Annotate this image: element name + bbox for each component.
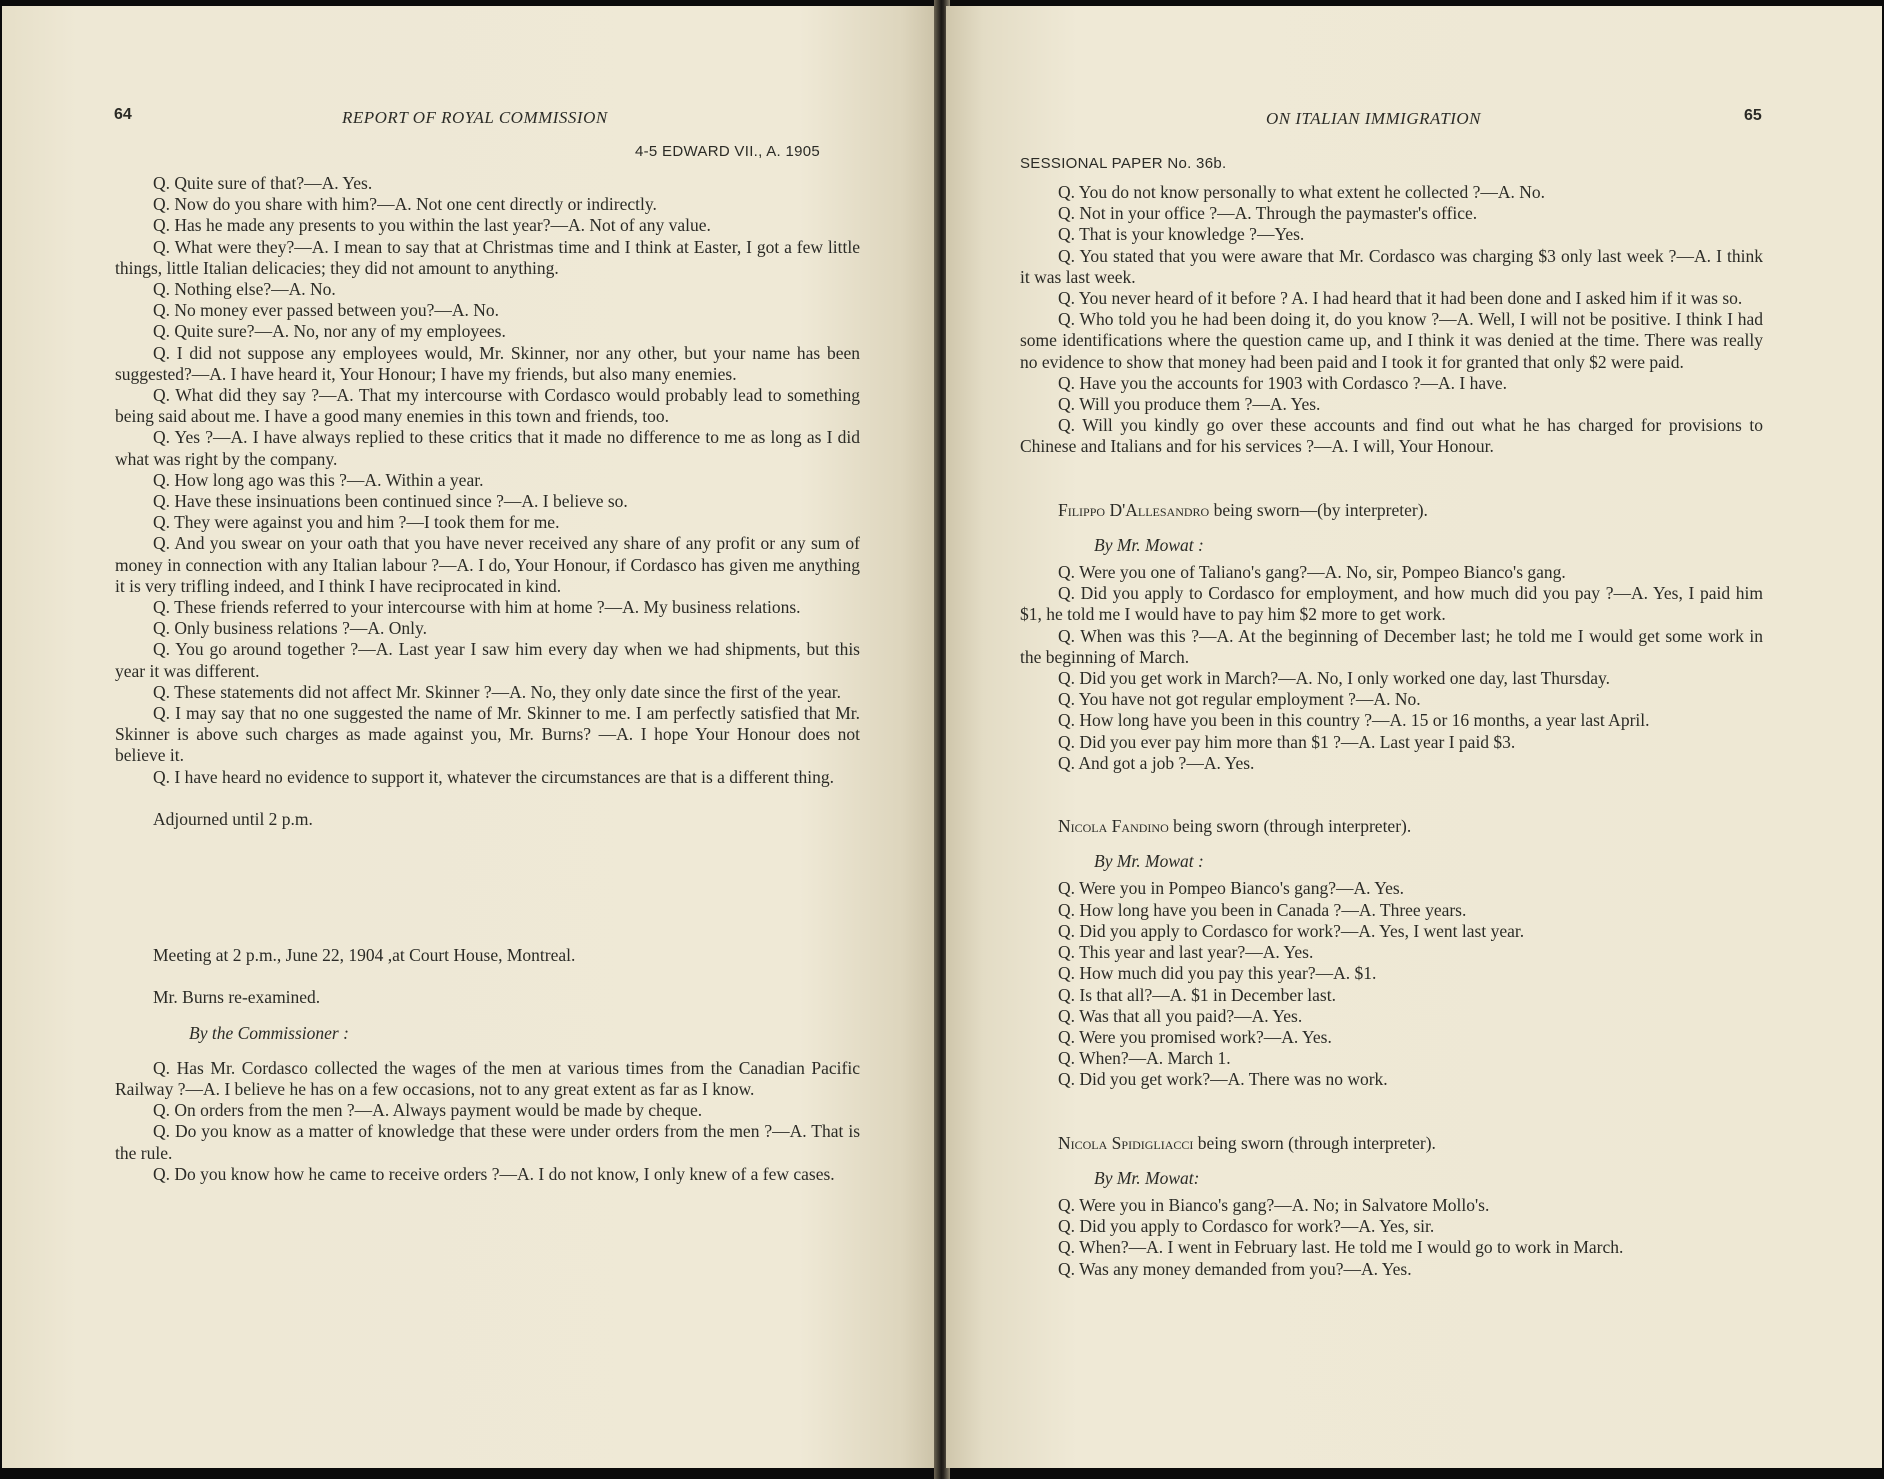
qa-paragraph: Q. Has he made any presents to you within the last year?—A. Not of any value. [153,215,711,236]
qa-paragraph: Q. And you swear on your oath that you have never received any share of any profit or any sum of money in connection with any Italian labour ?—A. I do, Your Honour, if Cordasco has given me anything it is very trifling indeed, and I think I have reciprocated in kind. [115,533,860,596]
reexamined-line: Mr. Burns re-examined. [153,987,321,1008]
by-mowat-1: By Mr. Mowat : [1094,534,1204,555]
qa-paragraph: Q. You stated that you were aware that Mr. Cordasco was charging $3 only last week ?—A. I think it was last week. [1020,245,1763,287]
qa-paragraph: Q. I did not suppose any employees would, Mr. Skinner, nor any other, but your name has been suggested?—A. I have heard it, Your Honour; I have my friends, but also many enemies. [115,342,860,384]
by-mowat-2: By Mr. Mowat : [1094,851,1204,872]
right-testimony-block-3 [1020,878,1763,1090]
right-testimony-block-1 [1020,182,1763,458]
qa-paragraph: Q. Only business relations ?—A. Only. [153,618,427,639]
qa-paragraph: Q. Will you produce them ?—A. Yes. [1058,394,1321,415]
qa-paragraph: Q. Quite sure?—A. No, nor any of my employees. [153,321,506,342]
qa-paragraph: Q. You go around together ?—A. Last year I saw him every day when we had shipments, but this year it was different. [115,639,860,681]
running-head: REPORT OF ROYAL COMMISSION [342,108,608,127]
witness-heading-3 [1020,1133,1763,1154]
qa-paragraph: Q. Not in your office ?—A. Through the paymaster's office. [1058,203,1478,224]
qa-paragraph: Q. Were you in Pompeo Bianco's gang?—A. Yes. [1058,878,1405,899]
qa-paragraph: Q. Yes ?—A. I have always replied to these critics that it made no difference to me as long as I did what was right by the company. [115,427,860,469]
qa-paragraph: Q. No money ever passed between you?—A. No. [153,300,500,321]
qa-paragraph: Q. You do not know personally to what extent he collected ?—A. No. [1058,182,1546,202]
by-mowat-3: By Mr. Mowat: [1094,1167,1200,1188]
qa-paragraph: Q. When?—A. March 1. [1058,1048,1231,1069]
qa-paragraph: Q. I have heard no evidence to support it, whatever the circumstances are that is a different thing. [153,766,834,787]
qa-paragraph: Q. And got a job ?—A. Yes. [1058,752,1255,773]
qa-paragraph: Q. These friends referred to your intercourse with him at home ?—A. My business relations. [153,597,801,618]
qa-paragraph: Q. This year and last year?—A. Yes. [1058,942,1314,963]
qa-paragraph: Q. When was this ?—A. At the beginning of December last; he told me I would get some work in the beginning of March. [1020,625,1763,667]
qa-paragraph: Q. Did you get work in March?—A. No, I only worked one day, last Thursday. [1058,668,1610,689]
left-testimony-block-2 [115,1058,860,1185]
qa-paragraph: Q. Who told you he had been doing it, do you know ?—A. Well, I will not be positive. I think I had some identifications where the question came up, and I think it was denied at the time. There was really no evidence to show that money had been paid and I took it for granted that only $2 were paid. [1020,309,1763,372]
right-text-body [1020,182,1763,1280]
meeting-line: Meeting at 2 p.m., June 22, 1904 ,at Court House, Montreal. [153,945,576,966]
qa-paragraph: Q. Did you ever pay him more than $1 ?—A. Last year I paid $3. [1058,731,1516,752]
by-commissioner: By the Commissioner : [189,1022,349,1043]
witness-name: Nicola Spidigliacci [1058,1132,1194,1153]
qa-paragraph: Q. What were they?—A. I mean to say that at Christmas time and I think at Easter, I got a few little things, little Italian delicacies; they did not amount to anything. [115,236,860,278]
qa-paragraph: Q. How long have you been in Canada ?—A. Three years. [1058,899,1467,920]
witness-heading-2 [1020,816,1763,837]
qa-paragraph: Q. Quite sure of that?—A. Yes. [153,173,373,193]
witness-heading-1 [1020,500,1763,521]
qa-paragraph: Q. How long have you been in this country ?—A. 15 or 16 months, a year last April. [1058,710,1650,731]
session-line: 4-5 EDWARD VII., A. 1905 [635,143,821,160]
qa-paragraph: Q. You never heard of it before ? A. I had heard that it had been done and I asked him if it was so. [1058,288,1743,309]
qa-paragraph: Q. Was any money demanded from you?—A. Yes. [1058,1258,1412,1279]
qa-paragraph: Q. How long ago was this ?—A. Within a year. [153,469,484,490]
witness-sworn-text: being sworn (through interpreter). [1193,1132,1436,1153]
right-page [946,6,1882,1468]
qa-paragraph: Q. Did you apply to Cordasco for work?—A. Yes, I went last year. [1058,920,1525,941]
qa-paragraph: Q. These statements did not affect Mr. Skinner ?—A. No, they only date since the first of the year. [153,681,842,702]
witness-name: Nicola Fandino [1058,816,1169,837]
adjourned-line: Adjourned until 2 p.m. [153,808,313,829]
witness-name: Filippo D'Allesandro [1058,499,1210,520]
qa-paragraph: Q. They were against you and him ?—I took them for me. [153,512,560,533]
qa-paragraph: Q. Nothing else?—A. No. [153,279,336,300]
qa-paragraph: Q. Were you one of Taliano's gang?—A. No, sir, Pompeo Bianco's gang. [1058,562,1566,583]
qa-paragraph: Q. Has Mr. Cordasco collected the wages of the men at various times from the Canadian Pacific Railway ?—A. I believe he has on a few occasions, not to any great extent as far as I know. [115,1057,860,1099]
qa-paragraph: Q. Will you kindly go over these accounts and find out what he has charged for provisions to Chinese and Italians and for his services ?—A. I will, Your Honour. [1020,415,1763,457]
qa-paragraph: Q. How much did you pay this year?—A. $1. [1058,963,1377,984]
left-testimony-block-1 [115,173,860,788]
qa-paragraph: Q. Did you apply to Cordasco for work?—A. Yes, sir. [1058,1216,1435,1237]
qa-paragraph: Q. What did they say ?—A. That my intercourse with Cordasco would probably lead to something being said about me. I have a good many enemies in this town and friends, too. [115,385,860,427]
qa-paragraph: Q. That is your knowledge ?—Yes. [1058,224,1305,245]
qa-paragraph: Q. Were you in Bianco's gang?—A. No; in Salvatore Mollo's. [1058,1194,1490,1215]
witness-sworn-text: being sworn—(by interpreter). [1209,499,1428,520]
qa-paragraph: Q. Have these insinuations been continued since ?—A. I believe so. [153,491,628,512]
qa-paragraph: Q. Was that all you paid?—A. Yes. [1058,1005,1303,1026]
page-number: 65 [1744,107,1762,124]
qa-paragraph: Q. Do you know as a matter of knowledge that these were under orders from the men ?—A. That is the rule. [115,1121,860,1163]
qa-paragraph: Q. Have you the accounts for 1903 with Cordasco ?—A. I have. [1058,372,1508,393]
page-number: 64 [114,106,132,123]
qa-paragraph: Q. You have not got regular employment ?—A. No. [1058,689,1421,710]
qa-paragraph: Q. Now do you share with him?—A. Not one cent directly or indirectly. [153,194,657,215]
left-text-body [115,173,860,1185]
left-page [2,6,940,1468]
witness-sworn-text: being sworn (through interpreter). [1168,816,1412,837]
qa-paragraph: Q. When?—A. I went in February last. He told me I would go to work in March. [1058,1237,1624,1258]
right-testimony-block-4 [1020,1195,1763,1280]
qa-paragraph: Q. Did you apply to Cordasco for employment, and how much did you pay ?—A. Yes, I paid him $1, he told me I would have to pay him $2 more to get work. [1020,583,1763,625]
qa-paragraph: Q. On orders from the men ?—A. Always payment would be made by cheque. [153,1100,703,1121]
qa-paragraph: Q. Is that all?—A. $1 in December last. [1058,984,1336,1005]
sessional-paper-line: SESSIONAL PAPER No. 36b. [1020,155,1227,172]
qa-paragraph: Q. Do you know how he came to receive orders ?—A. I do not know, I only knew of a few cases. [153,1163,835,1184]
right-testimony-block-2 [1020,562,1763,774]
qa-paragraph: Q. Did you get work?—A. There was no work. [1058,1069,1388,1090]
qa-paragraph: Q. I may say that no one suggested the name of Mr. Skinner to me. I am perfectly satisfied that Mr. Skinner is above such charges as made against you, Mr. Burns? —A. I hope Your Honour does not believe it. [115,703,860,766]
running-head: ON ITALIAN IMMIGRATION [1266,109,1481,128]
qa-paragraph: Q. Were you promised work?—A. Yes. [1058,1026,1332,1047]
